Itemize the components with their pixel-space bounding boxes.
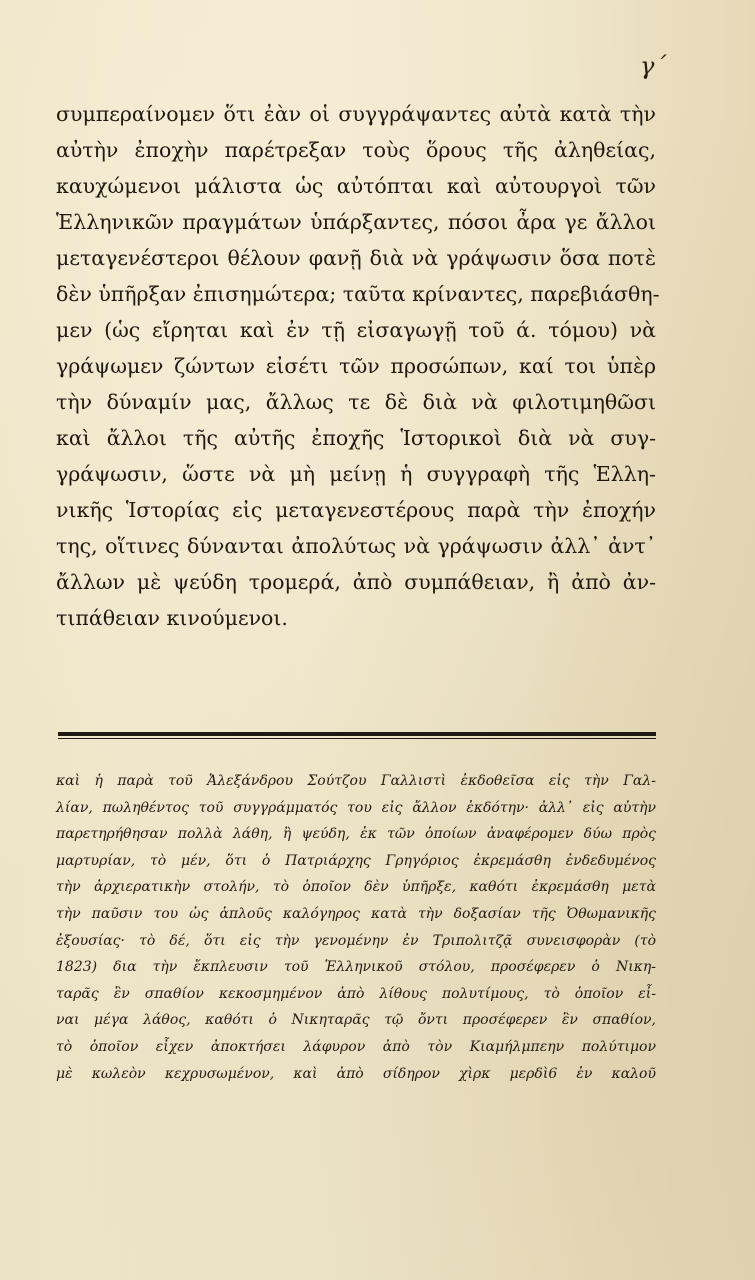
- main-text-line: μεταγενέστεροι θέλουν φανῇ διὰ νὰ γράψωσιν ὅσα ποτὲ: [56, 246, 656, 270]
- footnote-line: τὸ ὁποῖον εἶχεν ἀποκτήσει λάφυρον ἀπὸ τὸν Κιαμήλμπεην πολύτιμον: [56, 1038, 656, 1055]
- footnote-line: λίαν, πωληθέντος τοῦ συγγράμματός του εἰς ἄλλον ἐκδότην· ἀλλ᾽ εἰς αὐτὴν: [56, 799, 656, 816]
- main-text-line: τιπάθειαν κινούμενοι.: [56, 606, 288, 630]
- main-text-line: μεν (ὡς εἴρηται καὶ ἐν τῇ εἰσαγωγῇ τοῦ ά. τόμου) νὰ: [56, 318, 656, 342]
- main-text-line: συμπεραίνομεν ὅτι ἐὰν οἱ συγγράψαντες αὐτὰ κατὰ τὴν: [56, 102, 656, 126]
- footnote-line: μὲ κωλεὸν κεχρυσωμένον, καὶ ἀπὸ σίδηρον χὶρκ μερδὶ6 ἐν καλοῦ: [56, 1065, 656, 1082]
- main-text-line: αὐτὴν ἐποχὴν παρέτρεξαν τοὺς ὅρους τῆς ἀληθείας,: [56, 138, 656, 162]
- footnote-line: ναι μέγα λάθος, καθότι ὁ Νικηταρᾶς τῷ ὄντι προσέφερεν ἓν σπαθίον,: [56, 1012, 656, 1029]
- footnote-line: 1823) δια τὴν ἔκπλευσιν τοῦ Ἑλληνικοῦ στόλου, προσέφερεν ὁ Νικη-: [56, 959, 656, 976]
- main-text-block: [56, 96, 660, 636]
- main-text-line: νικῆς Ἱστορίας εἰς μεταγενεστέρους παρὰ τὴν ἐποχήν: [56, 498, 656, 522]
- main-text-line: καυχώμενοι μάλιστα ὡς αὐτόπται καὶ αὐτουργοὶ τῶν: [56, 174, 656, 198]
- footnote-line: ταρᾶς ἓν σπαθίον κεκοσμημένον ἀπὸ λίθους πολυτίμους, τὸ ὁποῖον εἶ-: [56, 985, 656, 1002]
- footnote-line: καὶ ἡ παρὰ τοῦ Ἀλεξάνδρου Σούτζου Γαλλιστὶ ἐκδοθεῖσα εἰς τὴν Γαλ-: [56, 773, 656, 789]
- footnote-line: μαρτυρίαν, τὸ μέν, ὅτι ὁ Πατριάρχης Γρηγόριος ἐκρεμάσθη ἐνδεδυμένος: [56, 852, 656, 869]
- footnote-line: τὴν ἀρχιερατικὴν στολήν, τὸ ὁποῖον δὲν ὑπῆρξε, καθότι ἐκρεμάσθη μετὰ: [56, 879, 656, 896]
- main-text-line: ἄλλων μὲ ψεύδη τρομερά, ἀπὸ συμπάθειαν, ἢ ἀπὸ ἀν-: [56, 570, 656, 594]
- footnote-line: τὴν παῦσιν του ὡς ἁπλοῦς καλόγηρος κατὰ τὴν δοξασίαν τῆς Ὀθωμανικῆς: [56, 905, 656, 922]
- footnote-line: παρετηρήθησαν πολλὰ λάθη, ἢ ψεύδη, ἐκ τῶν ὁποίων ἀναφέρομεν δύω πρὸς: [56, 826, 656, 843]
- page-number: γ΄: [640, 52, 667, 80]
- main-text-line: καὶ ἄλλοι τῆς αὐτῆς ἐποχῆς Ἱστορικοὶ διὰ νὰ συγ-: [56, 426, 656, 450]
- main-text-line: γράψωμεν ζώντων εἰσέτι τῶν προσώπων, καί τοι ὑπὲρ: [56, 354, 656, 378]
- main-text-line: της, οἵτινες δύνανται ἀπολύτως νὰ γράψωσιν ἀλλ᾽ ἀντ᾽: [56, 534, 656, 558]
- main-text-line: δὲν ὑπῆρξαν ἐπισημώτερα; ταῦτα κρίναντες, παρεβιάσθη-: [56, 282, 660, 306]
- main-text-line: τὴν δύναμίν μας, ἄλλως τε δὲ διὰ νὰ φιλοτιμηθῶσι: [56, 390, 656, 414]
- footnote-line: ἐξουσίας· τὸ δέ, ὅτι εἰς τὴν γενομένην ἐν Τριπολιτζᾷ συνεισφορὰν (τὸ: [56, 932, 656, 949]
- main-text-line: Ἑλληνικῶν πραγμάτων ὑπάρξαντες, πόσοι ἆρα γε ἄλλοι: [56, 210, 656, 234]
- footnote-separator-rule: [58, 732, 656, 739]
- footnote-block: [56, 768, 656, 1087]
- main-text-line: γράψωσιν, ὥστε νὰ μὴ μείνῃ ἡ συγγραφὴ τῆς Ἑλλη-: [56, 462, 656, 486]
